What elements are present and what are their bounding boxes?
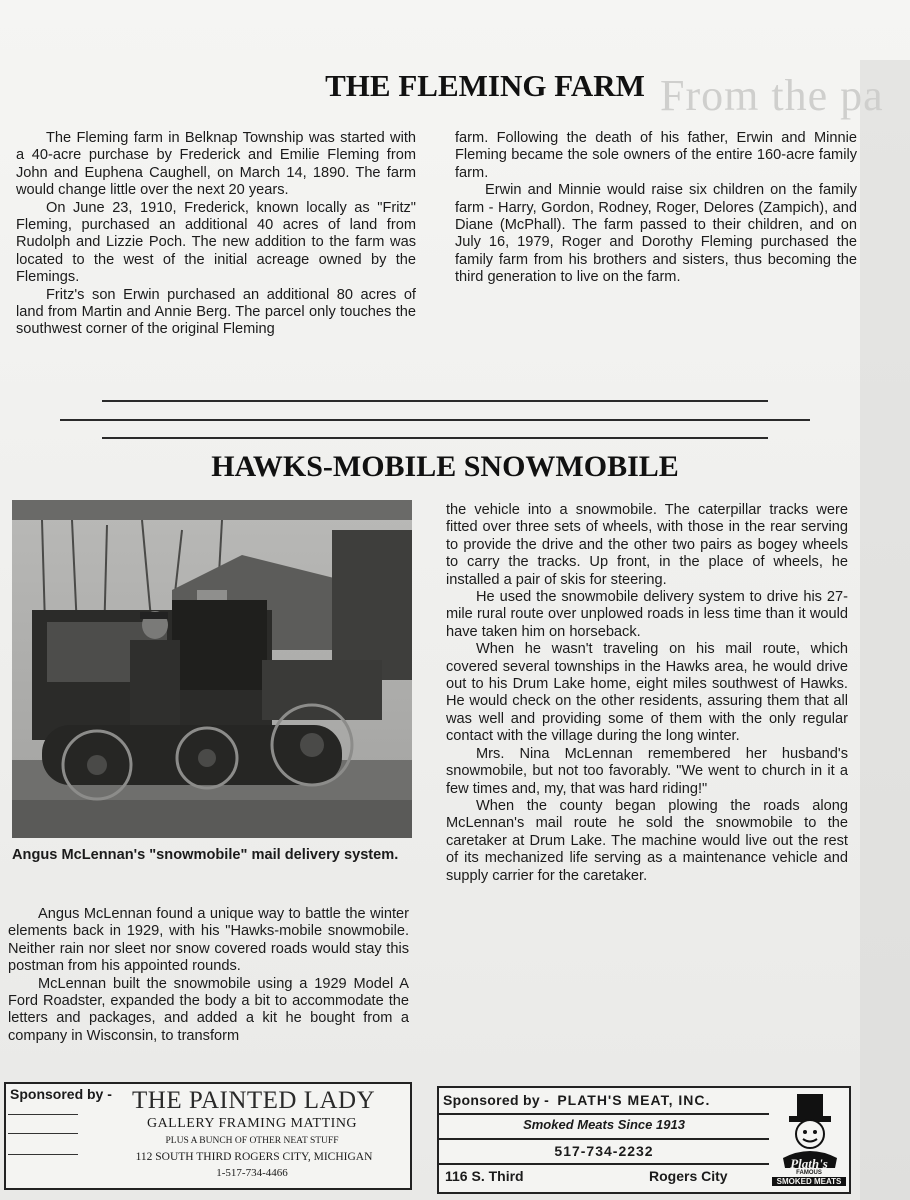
- snowmobile-photo-image: [12, 500, 412, 838]
- paragraph: Mrs. Nina McLennan remembered her husband's snowmobile, but not too favorably. "We went to church in it a few times and, my, that was hard riding!": [446, 745, 848, 797]
- paragraph: When he wasn't traveling on his mail route, which covered several townships in the Hawks area, he would drive out to his Drum Lake home, eight miles southwest of Hawks. He would check on the other residents, assuring them that all was well and providing some of them with the only regular contact with the village during the long winter.: [446, 641, 848, 745]
- fleming-right-column: [455, 130, 857, 287]
- paragraph: The Fleming farm in Belknap Township was started with a 40-acre purchase by Frederick and Emilie Fleming from John and Euphena Caughell, on March 14, 1890. The farm would change little over the next 20 years.: [16, 130, 416, 199]
- ad-line: [439, 1113, 769, 1115]
- divider-rule: [102, 437, 768, 439]
- sponsor-prefix: Sponsored by -: [10, 1086, 112, 1102]
- sponsor-heading: [443, 1092, 710, 1108]
- sponsor-painted-lady: [4, 1082, 412, 1190]
- paragraph: On June 23, 1910, Frederick, known locally as "Fritz" Fleming, purchased an additional 40 acres of land from Rudolph and Lizzie Poch. The new addition to the farm was located to the west of the initial acreage owned by the Flemings.: [16, 199, 416, 286]
- sponsor-city: Rogers City: [649, 1168, 728, 1184]
- paragraph: He used the snowmobile delivery system to drive his 27-mile rural route over unplowed roads in less time than it would have taken him on horseback.: [446, 589, 848, 640]
- paragraph: farm. Following the death of his father, Erwin and Minnie Fleming became the sole owners of the entire 160-acre family farm.: [455, 130, 857, 181]
- ad-line: [8, 1133, 78, 1134]
- bleed-through-heading: From the pa: [660, 71, 884, 120]
- ad-line: [8, 1154, 78, 1155]
- sponsor-name: PLATH'S MEAT, INC.: [557, 1092, 711, 1108]
- logo-brand: Plath's: [790, 1156, 828, 1171]
- snowmobile-right-column: [446, 502, 848, 885]
- sponsor-services: GALLERY FRAMING MATTING: [146, 1116, 358, 1131]
- ad-line: [8, 1114, 78, 1115]
- sponsor-tagline: Smoked Meats Since 1913: [523, 1117, 685, 1132]
- sponsor-prefix: Sponsored by -: [443, 1092, 550, 1108]
- sponsor-name: THE PAINTED LADY: [132, 1087, 376, 1114]
- photo-caption: Angus McLennan's "snowmobile" mail delivery system.: [12, 847, 399, 863]
- logo-smoked-meats: SMOKED MEATS: [772, 1177, 846, 1186]
- sponsor-phone: 517-734-2232: [554, 1143, 654, 1159]
- fleming-farm-title: THE FLEMING FARM: [325, 68, 645, 103]
- divider-rule: [102, 400, 768, 402]
- paragraph: Erwin and Minnie would raise six children on the family farm - Harry, Gordon, Rodney, Roger, Delores (Zampich), and Diane (McPhall). The farm passed to their children, and on July 16, 1979, Roger and Dorothy Fleming purchased the family farm from his brothers and sisters, thus becoming the third generation to live on the farm.: [455, 182, 857, 286]
- sponsor-plaths-meat: [437, 1086, 851, 1194]
- paragraph: the vehicle into a snowmobile. The caterpillar tracks were fitted over three sets of wheels, with those in the rear serving to provide the drive and the other two pairs as bogey wheels to carry the tracks. Up front, in the place of wheels, he installed a pair of skis for steering.: [446, 502, 848, 588]
- divider-rule: [60, 419, 810, 421]
- fleming-left-column: [16, 130, 416, 339]
- sponsor-details: [439, 1088, 769, 1192]
- page-edge-shadow: [860, 60, 910, 1200]
- paragraph: McLennan built the snowmobile using a 1929 Model A Ford Roadster, expanded the body a bit to accommodate the letters and packages, and added a kit he bought from a company in Wisconsin, to transform: [8, 975, 409, 1044]
- snowmobile-title: HAWKS-MOBILE SNOWMOBILE: [211, 450, 679, 483]
- paragraph: When the county began plowing the roads along McLennan's mail route he sold the snowmobile to the caretaker at Drum Lake. The machine would live out the rest of its mechanized life serving as a maintenance vehicle and supply carrier for the caretaker.: [446, 797, 848, 884]
- ad-line: [439, 1138, 769, 1140]
- logo-famous: FAMOUS: [796, 1170, 822, 1176]
- ad-line: [439, 1163, 769, 1165]
- paragraph: Fritz's son Erwin purchased an additional 80 acres of land from Martin and Annie Berg. The parcel only touches the southwest corner of the original Fleming: [16, 286, 416, 338]
- snowmobile-left-column: [8, 906, 409, 1045]
- sponsor-address: 116 S. Third: [445, 1168, 524, 1184]
- snowmobile-photo: [12, 500, 412, 838]
- plaths-logo: [769, 1088, 849, 1192]
- sponsor-phone: 1-517-734-4466: [216, 1167, 288, 1179]
- sponsor-address: 112 SOUTH THIRD ROGERS CITY, MICHIGAN: [135, 1151, 373, 1163]
- sponsor-tagline: PLUS A BUNCH OF OTHER NEAT STUFF: [165, 1136, 339, 1146]
- paragraph: Angus McLennan found a unique way to battle the winter elements back in 1929, with his "Hawks-mobile snowmobile. Neither rain nor sleet nor snow covered roads would stay this postman from his appointed rounds.: [8, 906, 409, 975]
